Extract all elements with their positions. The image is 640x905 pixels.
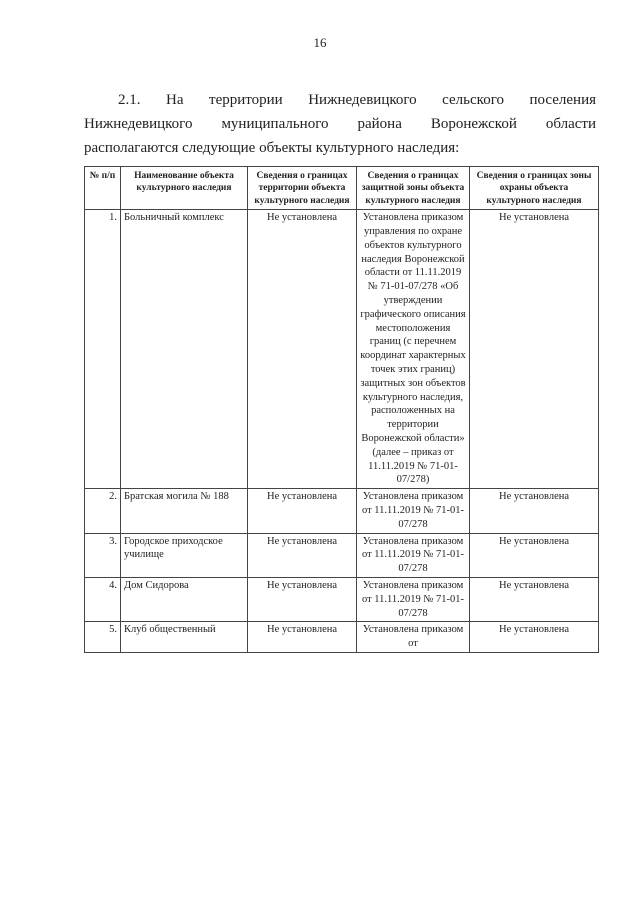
protective-zone-status: Установлена приказом от 11.11.2019 № 71-01-07/278 xyxy=(357,489,470,533)
row-number: 5. xyxy=(85,622,121,653)
protective-zone-status: Установлена приказом управления по охране объектов культурного наследия Воронежской области от 11.11.2019 № 71-01-07/278 «Об утверждении графического описания местоположения границ (с перечнем координат характерных точек этих границ) защитных зон объектов культурного наследия, расположенных на территории Воронежской области» (далее – приказ от 11.11.2019 № 71-01-07/278) xyxy=(357,210,470,489)
object-name: Братская могила № 188 xyxy=(121,489,248,533)
security-zone-status: Не установлена xyxy=(470,533,599,577)
header-territory-boundaries: Сведения о границах территории объекта культурного наследия xyxy=(248,167,357,210)
table-row xyxy=(85,577,599,621)
header-number: № п/п xyxy=(85,167,121,210)
row-number: 1. xyxy=(85,210,121,489)
territory-status: Не установлена xyxy=(248,622,357,653)
protective-zone-status: Установлена приказом от 11.11.2019 № 71-01-07/278 xyxy=(357,533,470,577)
protective-zone-status: Установлена приказом от 11.11.2019 № 71-01-07/278 xyxy=(357,577,470,621)
row-number: 4. xyxy=(85,577,121,621)
security-zone-status: Не установлена xyxy=(470,210,599,489)
intro-line-2: Нижнедевицкого муниципального района Воронежской области xyxy=(84,116,596,132)
header-protective-zone: Сведения о границах защитной зоны объекта культурного наследия xyxy=(357,167,470,210)
intro-line-3: располагаются следующие объекты культурного наследия: xyxy=(84,140,460,156)
header-security-zone: Сведения о границах зоны охраны объекта культурного наследия xyxy=(470,167,599,210)
table-row xyxy=(85,210,599,489)
territory-status: Не установлена xyxy=(248,489,357,533)
table-row xyxy=(85,622,599,653)
protective-zone-status: Установлена приказом от xyxy=(357,622,470,653)
security-zone-status: Не установлена xyxy=(470,489,599,533)
territory-status: Не установлена xyxy=(248,533,357,577)
intro-line-1: 2.1. На территории Нижнедевицкого сельского поселения xyxy=(118,92,596,108)
intro-paragraph xyxy=(84,88,596,160)
security-zone-status: Не установлена xyxy=(470,622,599,653)
row-number: 2. xyxy=(85,489,121,533)
object-name: Городское приходское училище xyxy=(121,533,248,577)
object-name: Больничный комплекс xyxy=(121,210,248,489)
territory-status: Не установлена xyxy=(248,210,357,489)
territory-status: Не установлена xyxy=(248,577,357,621)
object-name: Дом Сидорова xyxy=(121,577,248,621)
table-row xyxy=(85,533,599,577)
table-header-row xyxy=(85,167,599,210)
heritage-objects-table xyxy=(84,166,599,653)
header-object-name: Наименование объекта культурного наследия xyxy=(121,167,248,210)
security-zone-status: Не установлена xyxy=(470,577,599,621)
object-name: Клуб общественный xyxy=(121,622,248,653)
page-number: 16 xyxy=(313,35,327,50)
table-row xyxy=(85,489,599,533)
row-number: 3. xyxy=(85,533,121,577)
